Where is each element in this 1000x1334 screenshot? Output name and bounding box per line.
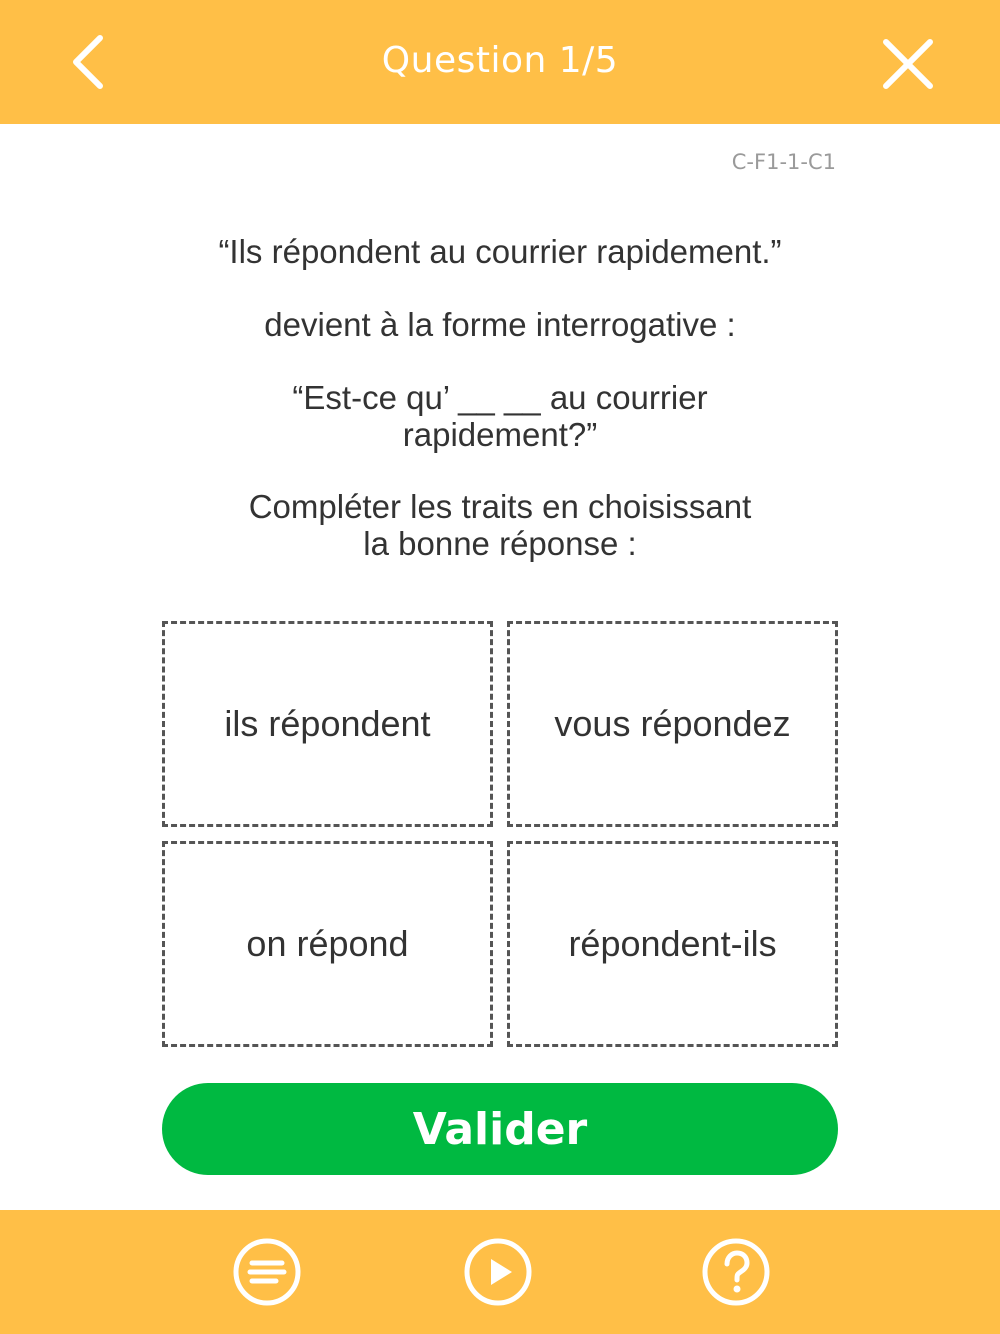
answer-option[interactable] <box>162 841 493 1047</box>
bottom-bar <box>0 1210 1000 1334</box>
list-button[interactable] <box>232 1237 302 1307</box>
question-template <box>0 379 1000 453</box>
close-button[interactable] <box>868 24 948 104</box>
answer-options <box>162 621 838 1047</box>
question-prompt-line: Compléter les traits en choisissant <box>248 488 752 525</box>
question-prompt <box>0 488 1000 562</box>
question-prompt-line: la bonne réponse : <box>363 525 637 562</box>
help-icon <box>701 1237 771 1307</box>
answer-option[interactable] <box>162 621 493 827</box>
help-button[interactable] <box>701 1237 771 1307</box>
play-icon <box>463 1237 533 1307</box>
question-template-line: rapidement?” <box>402 416 598 453</box>
list-icon <box>232 1237 302 1307</box>
answer-option-label: répondent-ils <box>568 923 777 964</box>
answer-option[interactable] <box>507 841 838 1047</box>
answer-option-label: vous répondez <box>554 703 791 744</box>
close-icon <box>880 36 936 92</box>
question-instruction: devient à la forme interrogative : <box>264 306 736 343</box>
answer-option-label: on répond <box>246 923 409 964</box>
question-template-line: “Est-ce qu’ __ __ au courrier <box>292 379 708 416</box>
page-title: Question 1/5 <box>381 40 619 81</box>
answer-option-label: ils répondent <box>224 703 431 744</box>
play-button[interactable] <box>463 1237 533 1307</box>
top-bar <box>0 0 1000 124</box>
answer-option[interactable] <box>507 621 838 827</box>
question-sentence: “Ils répondent au courrier rapidement.” <box>218 233 782 270</box>
validate-button[interactable]: Valider <box>162 1083 838 1175</box>
question-code: C-F1-1-C1 <box>731 150 836 174</box>
